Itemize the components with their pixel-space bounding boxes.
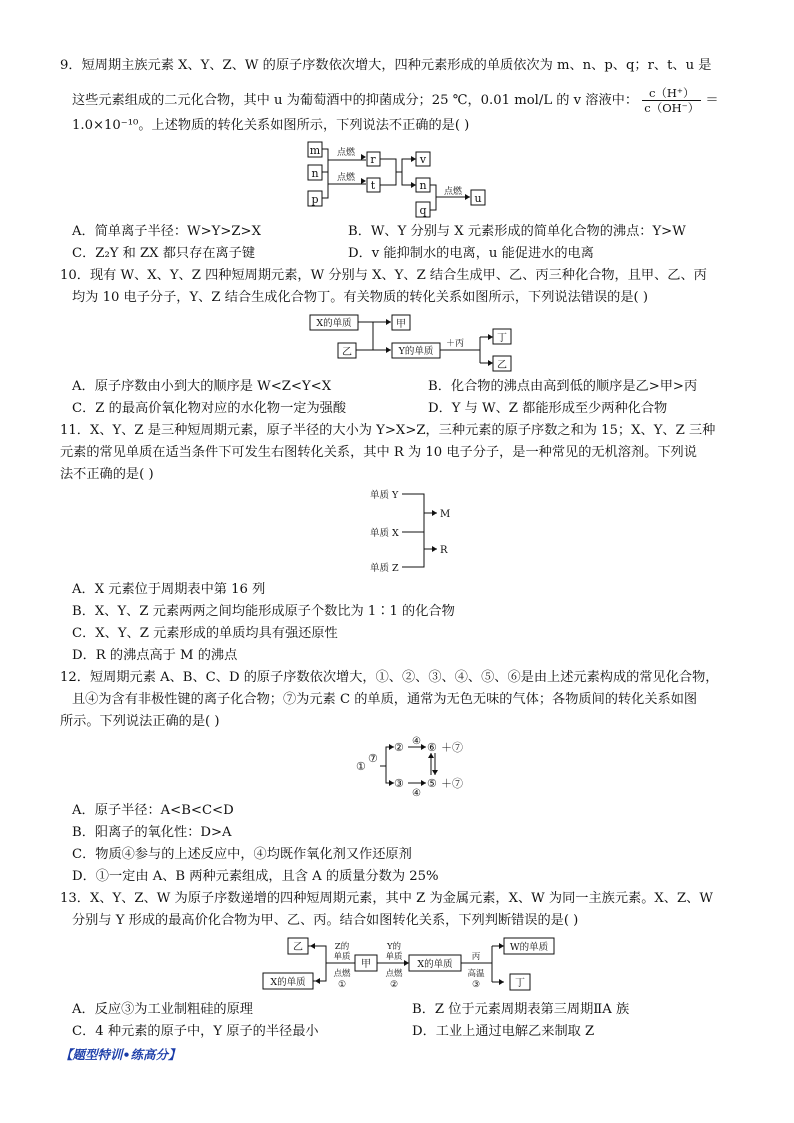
q13-label-y-num: ② <box>389 980 399 990</box>
q12-label-4a: ④ <box>412 736 421 747</box>
q10-label-plus-bing: ＋丙 <box>445 339 465 349</box>
q9-box-t: t <box>370 179 376 192</box>
q13-label-y-bot: 点燃 <box>385 969 403 979</box>
q13-label-3: ③ <box>471 980 481 990</box>
q11-stem-line1: 11．X、Y、Z 是三种短周期元素，原子半径的大小为 Y>X>Z，三种元素的原子序数之和为 15；X、Y、Z 三种 <box>60 423 716 438</box>
q12-stem-line3: 所示。下列说法正确的是( ) <box>60 714 220 729</box>
q12-label-1: ① <box>356 760 366 773</box>
q13-label-y-mid: 单质 <box>385 952 403 962</box>
q12-option-d[interactable]: D．①一定由 A、B 两种元素组成，且含 A 的质量分数为 25% <box>72 869 439 884</box>
q9-option-b[interactable]: B．W、Y 分别与 X 元素形成的简单化合物的沸点：Y>W <box>348 224 686 239</box>
q9-frac-num: c（H⁺） <box>642 86 701 101</box>
q9-label-ignite3: 点燃 <box>443 187 463 197</box>
q13-option-d[interactable]: D．工业上通过电解乙来制取 Z <box>412 1024 595 1039</box>
q10-box-ding: 丁 <box>497 333 507 344</box>
q12-label-2: ② <box>394 741 404 754</box>
q11-label-x: 单质 X <box>370 528 399 539</box>
q10-box-yi2: 乙 <box>497 360 507 371</box>
q9-option-d[interactable]: D．v 能抑制水的电离，u 能促进水的电离 <box>348 246 594 261</box>
q9-equals: ＝ <box>705 93 719 108</box>
q12-diagram <box>352 732 472 798</box>
q9-stem-line3: 1.0×10⁻¹⁰。上述物质的转化关系如图所示，下列说法不正确的是( ) <box>72 118 470 133</box>
q13-label-gaowen: 高温 <box>467 969 485 979</box>
q13-label-bing: 丙 <box>471 952 481 962</box>
q12-stem-line2: 且④为含有非极性键的离子化合物；⑦为元素 C 的单质，通常为无色无味的气体；各物质间的转化关系如图 <box>72 692 698 707</box>
q12-label-plus7b: ＋⑦ <box>441 777 463 790</box>
q11-label-y: 单质 Y <box>370 490 399 501</box>
q10-stem-line1: 10．现有 W、X、Y、Z 四种短周期元素，W 分别与 X、Y、Z 结合生成甲、乙、丙三种化合物，且甲、乙、丙 <box>60 268 707 283</box>
q12-stem-line1: 12．短周期元素 A、B、C、D 的原子序数依次增大，①、②、③、④、⑤、⑥是由上述元素构成的常见化合物， <box>60 670 719 685</box>
q9-box-q: q <box>419 204 427 217</box>
q9-stem-line1: 9．短周期主族元素 X、Y、Z、W 的原子序数依次增大，四种元素形成的单质依次为 m、n、p、q；r、t、u 是 <box>60 58 712 73</box>
q11-stem-line3: 法不正确的是( ) <box>60 467 154 482</box>
q12-option-c[interactable]: C．物质④参与的上述反应中，④均既作氧化剂又作还原剂 <box>72 847 412 862</box>
q9-frac-den: c（OH⁻） <box>644 101 700 115</box>
q11-option-b[interactable]: B．X、Y、Z 元素两两之间均能形成原子个数比为 1∶1 的化合物 <box>72 604 455 619</box>
q9-box-m: m <box>309 144 321 157</box>
q11-label-r: R <box>440 545 448 556</box>
q13-box-ding: 丁 <box>515 978 525 989</box>
q9-box-n: n <box>311 167 319 180</box>
section-footer-title: 【题型特训•练高分】 <box>60 1047 181 1062</box>
q9-stem-line2-text: 这些元素组成的二元化合物，其中 u 为葡萄酒中的抑菌成分；25 ℃，0.01 mol/L 的 v 溶液中： <box>72 93 639 108</box>
q13-box-xs2: X的单质 <box>417 959 453 970</box>
q9-stem-line2 <box>72 86 719 116</box>
q11-diagram <box>360 486 470 578</box>
q13-option-a[interactable]: A．反应③为工业制粗硅的原理 <box>72 1002 253 1017</box>
q10-stem-line2: 均为 10 电子分子，Y、Z 结合生成化合物丁。有关物质的转化关系如图所示，下列说法错误的是( ) <box>72 290 649 305</box>
q9-box-r: r <box>370 153 376 166</box>
q12-option-b[interactable]: B．阳离子的氧化性：D>A <box>72 825 232 840</box>
q13-stem-line1: 13．X、Y、Z、W 为原子序数递增的四种短周期元素，其中 Z 为金属元素，X、W 为同一主族元素。X、Z、W <box>60 891 713 906</box>
q10-box-y: Y的单质 <box>398 346 434 357</box>
q13-option-b[interactable]: B．Z 位于元素周期表第三周期ⅡA 族 <box>412 1002 630 1017</box>
q9-label-ignite2: 点燃 <box>336 173 356 183</box>
q13-label-z-bot: 点燃 <box>333 969 351 979</box>
q10-box-x: X的单质 <box>316 318 352 329</box>
q9-label-ignite1: 点燃 <box>336 148 356 158</box>
q13-box-yi: 乙 <box>293 942 303 953</box>
q12-label-6: ⑥ <box>427 741 437 754</box>
q13-label-z-num: ① <box>337 980 347 990</box>
q13-diagram <box>258 935 558 997</box>
q9-diagram <box>300 138 500 222</box>
q13-label-z-top: Z的 <box>334 942 350 952</box>
q12-option-a[interactable]: A．原子半径：A<B<C<D <box>72 803 234 818</box>
q9-box-n2: n <box>419 179 427 192</box>
q11-label-z: 单质 Z <box>370 563 399 574</box>
q11-label-m: M <box>440 509 451 520</box>
q11-option-a[interactable]: A．X 元素位于周期表中第 16 列 <box>72 582 266 597</box>
q11-stem-line2: 元素的常见单质在适当条件下可发生右图转化关系，其中 R 为 10 电子分子，是一种常见的无机溶剂。下列说 <box>60 445 697 460</box>
q12-label-4b: ④ <box>412 788 421 798</box>
q11-option-c[interactable]: C．X、Y、Z 元素形成的单质均具有强还原性 <box>72 626 338 641</box>
q12-label-5: ⑤ <box>427 777 437 790</box>
q10-option-b[interactable]: B．化合物的沸点由高到低的顺序是乙>甲>丙 <box>428 379 698 394</box>
q10-box-jia: 甲 <box>396 319 406 330</box>
q12-label-3: ③ <box>394 777 404 790</box>
q10-diagram <box>305 311 515 377</box>
q12-label-7: ⑦ <box>368 752 378 765</box>
q10-option-c[interactable]: C．Z 的最高价氧化物对应的水化物一定为强酸 <box>72 401 347 416</box>
q9-option-a[interactable]: A．简单离子半径：W>Y>Z>X <box>72 224 261 239</box>
q9-fraction <box>642 86 701 115</box>
q9-option-c[interactable]: C．Z₂Y 和 ZX 都只存在离子键 <box>72 246 256 261</box>
q13-box-ws: W的单质 <box>509 942 549 953</box>
q10-option-d[interactable]: D．Y 与 W、Z 都能形成至少两种化合物 <box>428 401 668 416</box>
q9-box-u: u <box>474 192 482 205</box>
q9-box-v: v <box>419 153 427 166</box>
q13-option-c[interactable]: C．4 种元素的原子中，Y 原子的半径最小 <box>72 1024 319 1039</box>
q13-label-z-mid: 单质 <box>333 952 351 962</box>
q10-option-a[interactable]: A．原子序数由小到大的顺序是 W<Z<Y<X <box>72 379 332 394</box>
q13-stem-line2: 分别与 Y 形成的最高价化合物为甲、乙、丙。结合如图转化关系，下列判断错误的是( ) <box>72 913 579 928</box>
q11-option-d[interactable]: D．R 的沸点高于 M 的沸点 <box>72 648 238 663</box>
q12-label-plus7a: ＋⑦ <box>441 741 463 754</box>
q13-box-jia: 甲 <box>361 959 371 970</box>
q13-label-y-top: Y的 <box>386 942 402 952</box>
q9-box-p: p <box>311 193 319 206</box>
q13-box-xs: X的单质 <box>270 977 306 988</box>
q10-box-yi: 乙 <box>342 347 352 358</box>
